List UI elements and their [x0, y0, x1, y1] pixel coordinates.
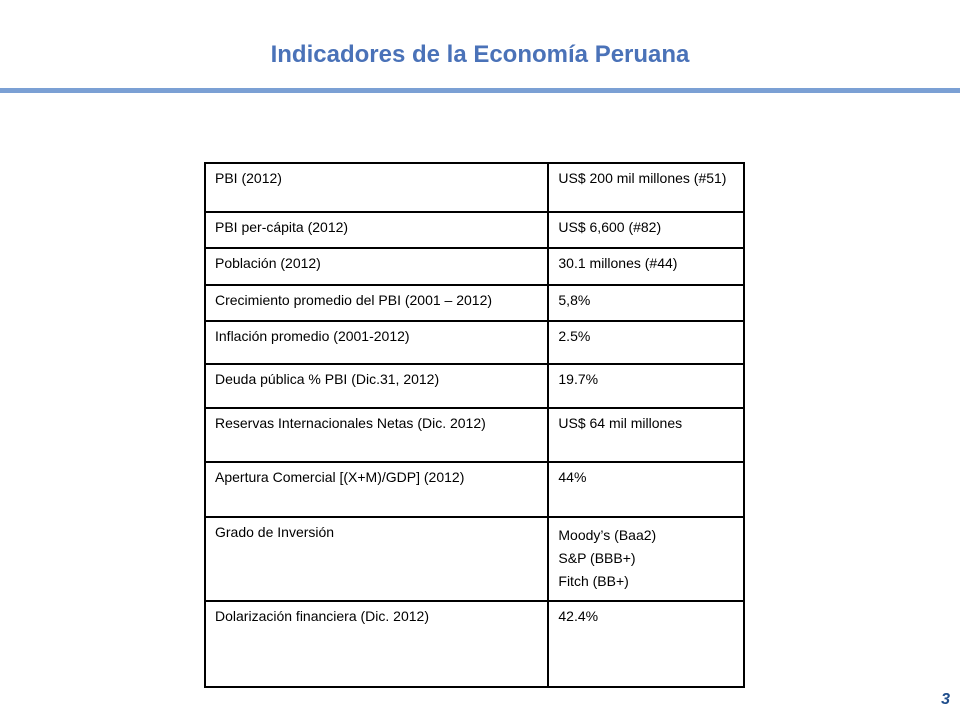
- row-label: Apertura Comercial [(X+M)/GDP] (2012): [205, 462, 548, 517]
- row-label: PBI (2012): [205, 163, 548, 212]
- row-value: 30.1 millones (#44): [548, 248, 744, 285]
- table-row: [205, 321, 744, 364]
- rating-moodys: Moody’s (Baa2): [558, 527, 657, 543]
- row-value-list: [548, 517, 744, 601]
- table-row: [205, 212, 744, 248]
- table-row: [205, 408, 744, 462]
- table-row: [205, 517, 744, 601]
- table-row: [205, 163, 744, 212]
- row-label: Inflación promedio (2001-2012): [205, 321, 548, 364]
- table-row: [205, 285, 744, 321]
- row-value: 44%: [548, 462, 744, 517]
- rating-fitch: Fitch (BB+): [558, 573, 629, 589]
- row-label: PBI per-cápita (2012): [205, 212, 548, 248]
- rating-sp: S&P (BBB+): [558, 550, 636, 566]
- slide-title: Indicadores de la Economía Peruana: [270, 41, 690, 68]
- row-value: 5,8%: [548, 285, 744, 321]
- page-number: 3: [941, 691, 950, 708]
- table-row: [205, 248, 744, 285]
- row-label: Deuda pública % PBI (Dic.31, 2012): [205, 364, 548, 408]
- row-label: Reservas Internacionales Netas (Dic. 2012): [205, 408, 548, 462]
- row-label: Crecimiento promedio del PBI (2001 – 2012): [205, 285, 548, 321]
- table-row: [205, 462, 744, 517]
- row-value: US$ 200 mil millones (#51): [548, 163, 744, 212]
- title-divider: [0, 88, 960, 93]
- row-value: 2.5%: [548, 321, 744, 364]
- row-value: US$ 6,600 (#82): [548, 212, 744, 248]
- table-row: [205, 601, 744, 687]
- table-row: [205, 364, 744, 408]
- row-label: Grado de Inversión: [205, 517, 548, 601]
- row-label: Población (2012): [205, 248, 548, 285]
- indicators-table: [204, 162, 745, 688]
- row-value: 19.7%: [548, 364, 744, 408]
- row-value: 42.4%: [548, 601, 744, 687]
- row-value: US$ 64 mil millones: [548, 408, 744, 462]
- row-label: Dolarización financiera (Dic. 2012): [205, 601, 548, 687]
